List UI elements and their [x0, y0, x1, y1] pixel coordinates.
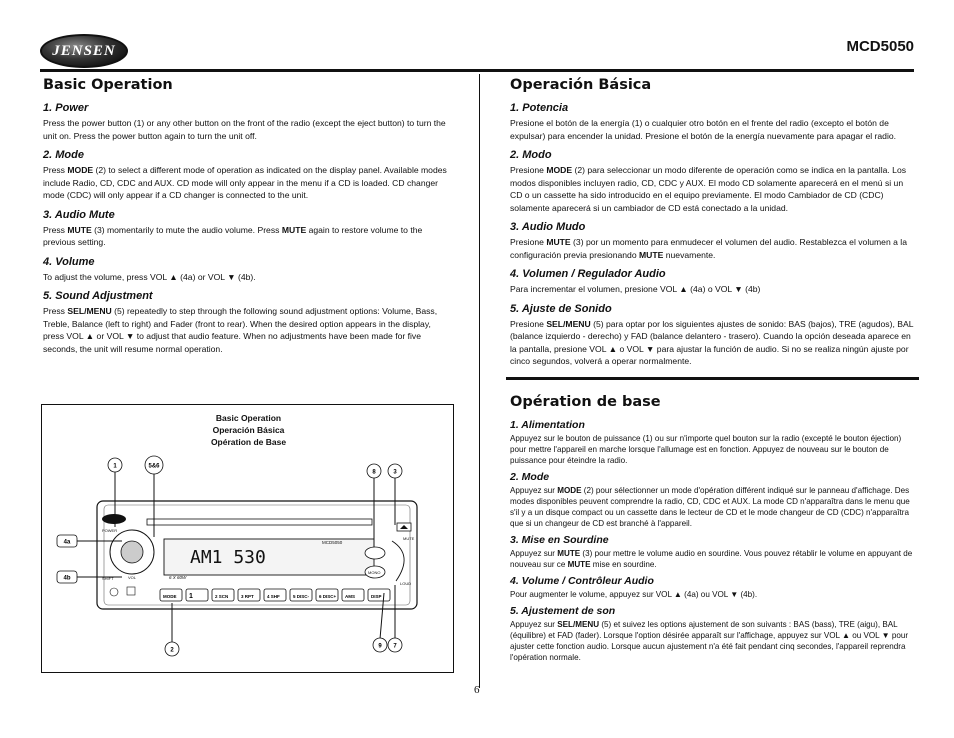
subsection-text: Appuyez sur MUTE (3) pour mettre le volume audio en sourdine. Vous pouvez rétablir le volume en appuyant de nouveau sur ce MUTE mise en sourdine. [510, 549, 913, 569]
callout-label: 9 [378, 643, 382, 650]
subsection-text: Appuyez sur SEL/MENU (5) et suivez les options ajustement de son suivants : BAS (bass), TRE (aigu), BAL (équilibre) et FAD (fader). Lorsque l'option désirée apparaît sur l'affichage, appuyez sur VOL ▲ ou VOL ▼ pour ajuster cette fonction audio. Lorsque aucun ajustement n'a été fait pendant cinq secondes, l'appareil reprendra l'opération normale. [510, 620, 909, 662]
subsection-heading: 3. Audio Mudo [510, 221, 586, 233]
subsection-heading: 1. Alimentation [510, 419, 585, 431]
preset-button-label: 1 [189, 593, 193, 600]
subsection-text: Appuyez sur MODE (2) pour sélectionner un mode d'opération différent indiqué sur le panneau d'affichage. Des modes disponibles peuvent comprendre la radio, CD, CDC et AUX. La mode CD n'apparaîtra dans le menu que s'il y a un disque compact ou un cassette dans le lecteur de CD et le mode changeur de CD (CDC) n'apparaîtra que si un changeur de CD est branché à l'appareil. [510, 486, 910, 528]
subsection-heading: 2. Modo [510, 149, 552, 161]
column-divider [479, 74, 480, 688]
subsection-heading: 4. Volumen / Regulador Audio [510, 268, 666, 280]
model-number: MCD5050 [846, 38, 914, 55]
subsection-text: Press MODE (2) to select a different mode of operation as indicated on the display panel. Available modes include Radio, CD, CDC and AUX. CD mode will only appear in the menu if a CD is loaded. CD changer mode (CDC) will only appear if a CD changer is connected to the unit. [43, 165, 447, 200]
subsection-heading: 4. Volume / Contrôleur Audio [510, 575, 654, 587]
preset-button-label: 4 SHF [267, 594, 280, 599]
clear-button [110, 588, 118, 596]
svg-text:LOUD: LOUD [400, 581, 412, 586]
subsection-text: To adjust the volume, press VOL ▲ (4a) or VOL ▼ (4b). [43, 271, 256, 282]
jensen-logo: JENSEN [40, 34, 128, 68]
svg-text:VOL: VOL [128, 575, 137, 580]
section-title: Opération de base [510, 394, 661, 410]
subsection-text: Pour augmenter le volume, appuyez sur VOL ▲ (4a) ou VOL ▼ (4b). [510, 590, 758, 599]
svg-text:POWER: POWER [102, 528, 118, 533]
top-rule [40, 69, 914, 72]
svg-text:6 X 60W: 6 X 60W [169, 575, 187, 580]
radio-diagram [41, 404, 454, 673]
preset-button-label: MODE [163, 594, 177, 599]
subsection-heading: 2. Mode [510, 471, 550, 483]
subsection-text: Press the power button (1) or any other button on the front of the radio (except the eject button) to turn the unit on. Press the power button again to turn the unit off. [43, 118, 446, 141]
preset-button-label: 3 RPT [241, 594, 254, 599]
diagram-title-fr: Opération de Base [210, 437, 287, 447]
subsection-heading: 3. Audio Mute [43, 208, 115, 221]
diagram-title-es: Operación Básica [212, 425, 285, 435]
callout-label: 5&6 [148, 463, 160, 470]
subsection-text: Press SEL/MENU (5) repeatedly to step through the following sound adjustment options: Volume, Bass, Treble, Balance (left to right) and Fader (front to rear). When the desired option appears in the display, press VOL ▲ or VOL ▼ to adjust that audio feature. When no adjustments have been made for five seconds, the unit will resume normal operation. [43, 306, 438, 354]
subsection-heading: 1. Potencia [510, 102, 569, 114]
display-model: MCD5050 [322, 540, 343, 545]
sel-button [365, 547, 385, 559]
callout-label: 2 [170, 647, 174, 654]
callout-label: 1 [113, 463, 117, 470]
preset-button-label: 6 DISC+ [319, 594, 337, 599]
subsection-heading: 2. Mode [43, 149, 84, 161]
small-logo-icon [102, 514, 126, 524]
callout-label: 4b [63, 575, 71, 582]
subsection-text: Presione MUTE (3) por un momento para enmudecer el volumen del audio. Restablezca el volumen a la configuración previa presionando MUTE nuevamente. [510, 237, 907, 260]
subsection-heading: 5. Sound Adjustment [43, 290, 153, 302]
page-number: 6 [474, 684, 480, 696]
svg-text:MONO: MONO [368, 570, 381, 575]
preset-button-label: 2 SCN [215, 594, 229, 599]
subsection-text: Press MUTE (3) momentarily to mute the audio volume. Press MUTE again to restore volume to the previous setting. [43, 224, 423, 247]
callout-label: 4a [63, 539, 71, 546]
section-rule [506, 377, 919, 380]
french-section [510, 394, 915, 663]
spanish-section [510, 77, 915, 368]
section-title: Operación Básica [510, 77, 652, 93]
subsection-heading: 4. Volume [43, 255, 95, 268]
preset-button-row [160, 589, 390, 601]
svg-text:SHIFT: SHIFT [102, 576, 114, 581]
preset-button-label: DISP [371, 594, 382, 599]
callout-label: 3 [393, 469, 397, 476]
subsection-text: Presione MODE (2) para seleccionar un modo diferente de operación como se indica en la pantalla. Los modos disponibles incluyen radio, CD, CDC y AUX. El modo CD solamente aparecerá en el menú si un CD o un cassette ha sido introducido en el equipo previamente. El modo Cambiador de CD (CDC) solamente aparecerá si un cambiador de CD está conectado a la unidad. [510, 165, 907, 213]
diagram-title-en: Basic Operation [215, 413, 282, 423]
subsection-text: Presione SEL/MENU (5) para optar por los siguientes ajustes de sonido: BAS (bajos), TRE (agudos), BAL (balance izquierdo - derecho) y FAD (balance delantero - trasero). Cuando la opción deseada aparece en la pantalla, presione VOL ▲ o VOL ▼ para ajustar la función de audio. Si no se realiza ningún ajuste por cinco segundos, volverá a operar normalmente. [510, 318, 914, 366]
preset-button-label: AMS [345, 594, 355, 599]
radio-faceplate-drawing [42, 405, 453, 672]
display-readout: AM1 530 [190, 547, 266, 568]
svg-text:MUTE: MUTE [403, 536, 415, 541]
subsection-heading: 5. Ajuste de Sonido [510, 302, 612, 315]
english-section [43, 77, 453, 355]
subsection-heading: 3. Mise en Sourdine [510, 534, 609, 546]
section-title: Basic Operation [43, 77, 173, 93]
subsection-text: Presione el botón de la energía (1) o cualquier otro botón en el frente del radio (excepto el botón de expulsar) para encender la unidad. Presione el botón de la energía nuevamente para apagar el radio. [510, 118, 897, 141]
preset-button-label: 5 DISC- [293, 594, 310, 599]
subsection-heading: 1. Power [43, 102, 89, 114]
subsection-heading: 5. Ajustement de son [510, 605, 616, 617]
callout-label: 8 [372, 469, 376, 476]
subsection-text: Para incrementar el volumen, presione VOL ▲ (4a) o VOL ▼ (4b) [510, 284, 761, 294]
subsection-text: Appuyez sur le bouton de puissance (1) ou sur n'importe quel bouton sur la radio (excepté le bouton éjection) pour mettre l'appareil en marche lorsque l'allumage est en fonction. Appuyez de nouveau sur le bouton de puissance pour éteindre la radio. [510, 434, 902, 465]
callout-label: 7 [393, 643, 397, 650]
eq-button [127, 587, 135, 595]
cd-slot [147, 519, 372, 525]
